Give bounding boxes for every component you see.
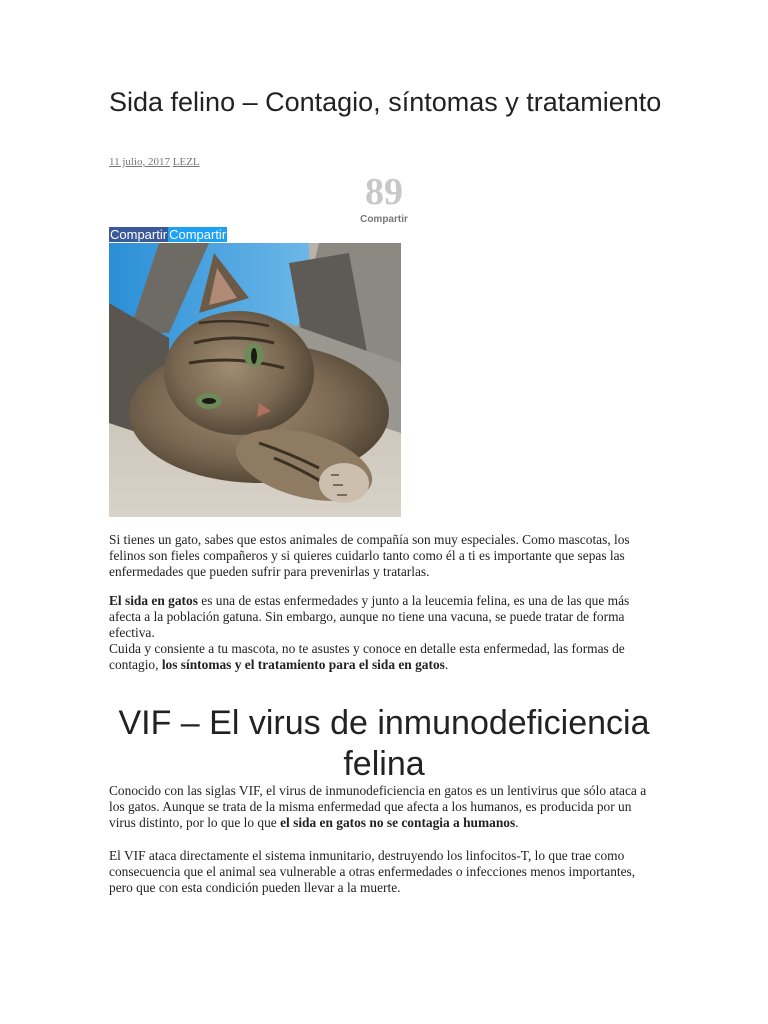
- cat-photo-icon: [109, 243, 401, 517]
- paragraph-vif: [109, 783, 659, 830]
- paragraph-sida: [109, 593, 659, 640]
- facebook-share-button[interactable]: Compartir: [110, 227, 168, 242]
- date-link[interactable]: 11 julio, 2017: [109, 156, 171, 168]
- paragraph-vif-end: .: [515, 814, 519, 830]
- article-title: Sida felino – Contagio, síntomas y tratamiento: [109, 87, 662, 117]
- paragraph-vif-text: Conocido con las siglas VIF, el virus de inmunodeficiencia en gatos es un lentivirus que sólo ataca a los gatos. Aunque se trata de la misma enfermedad que afecta a los humanos, es producida por un virus distinto, por lo que lo que: [109, 783, 647, 830]
- share-label: Compartir: [360, 214, 408, 225]
- paragraph-cuida: [109, 641, 659, 673]
- paragraph-cuida-end: .: [444, 656, 449, 672]
- bold-no-contagia: el sida en gatos no se contagia a humanos: [280, 814, 516, 830]
- author-link[interactable]: LEZL: [172, 156, 200, 168]
- cat-photo-svg: [109, 243, 401, 517]
- section-heading: VIF – El virus de inmunodeficiencia felina: [118, 704, 650, 783]
- paragraph-intro: Si tienes un gato, sabes que estos animales de compañía son muy especiales. Como mascotas, los felinos son fieles compañeros y si quieres cuidarlo tanto como él a ti es importante que sepas las enfermedades que pueden sufrir para prevenirlas y tratarlas.: [109, 532, 630, 579]
- bold-sida-en-gatos: El sida en gatos: [109, 593, 198, 608]
- share-count: 89: [365, 171, 403, 213]
- paragraph-cuida-text: Cuida y consiente a tu mascota, no te asustes y conoce en detalle esta enfermedad, las formas de contagio,: [109, 641, 625, 672]
- bold-sintomas: los síntomas y el tratamiento para el sida en gatos: [161, 656, 445, 672]
- paragraph-sida-text: es una de estas enfermedades y junto a la leucemia felina, es una de las que más afecta a la población gatuna. Sin embargo, aunque no tiene una vacuna, se puede tratar de forma efectiva.: [109, 593, 630, 640]
- paragraph-ataca: El VIF ataca directamente el sistema inmunitario, destruyendo los linfocitos-T, lo que trae como consecuencia que el animal sea vulnerable a otras enfermedades o infecciones menos importantes, pero que con esta condición pueden llevar a la muerte.: [109, 848, 636, 895]
- article-meta: [109, 156, 200, 168]
- share-buttons: [109, 227, 227, 242]
- twitter-share-button[interactable]: Compartir: [169, 227, 227, 242]
